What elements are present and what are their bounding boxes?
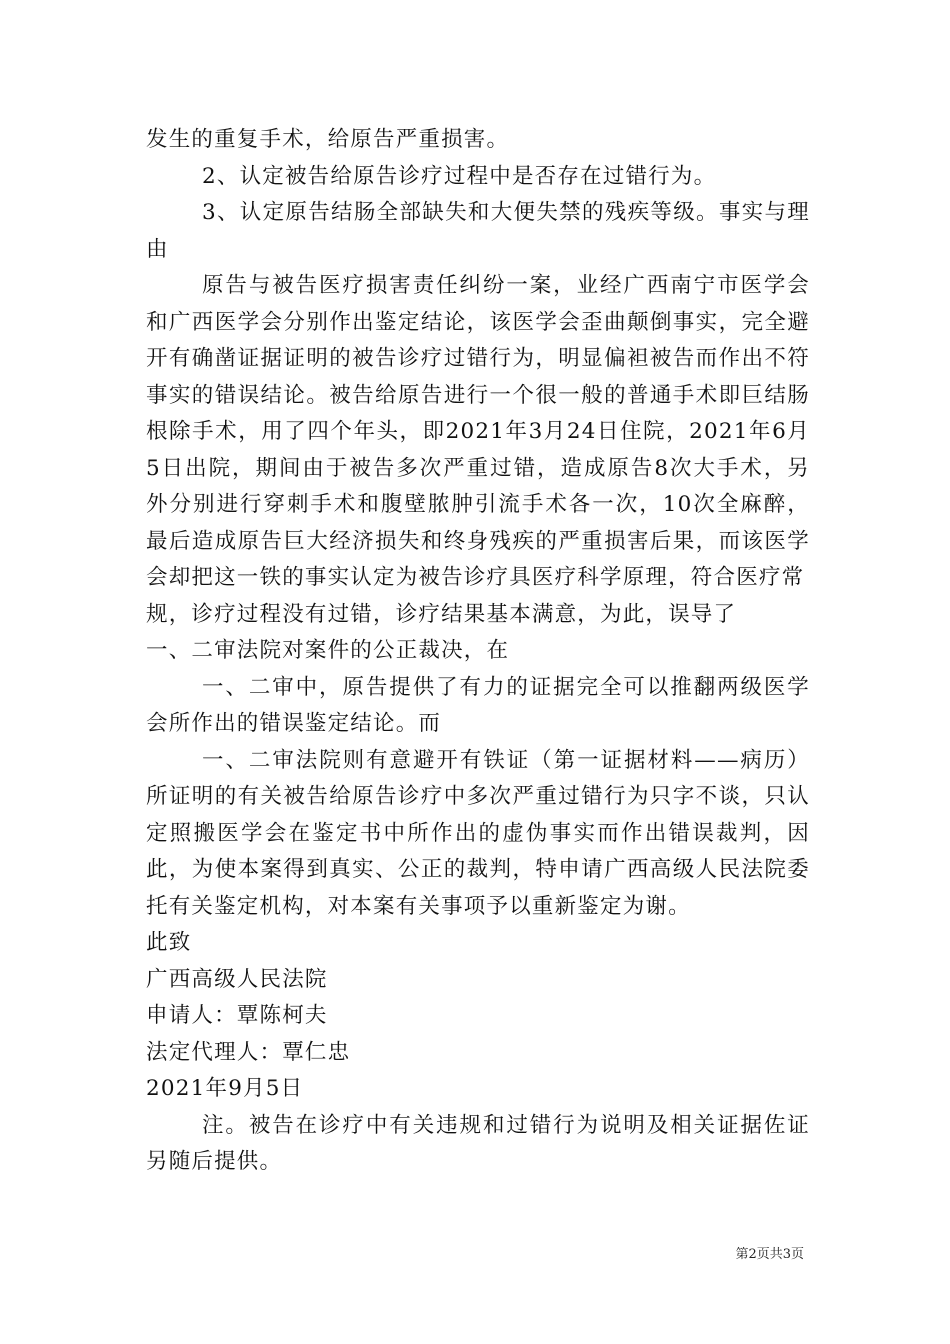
applicant: 申请人：覃陈柯夫 xyxy=(146,1003,328,1028)
paragraph-7: 一、二审中，原告提供了有力的证据完全可以推翻两级医学会所作出的错误鉴定结论。而 xyxy=(146,674,810,736)
recipient: 广西高级人民法院 xyxy=(146,966,328,992)
legal-representative: 法定代理人：覃仁忠 xyxy=(146,1039,351,1065)
page-number: 第2页共3页 xyxy=(735,1247,804,1262)
paragraph-5: 规，诊疗过程没有过错，诊疗结果基本满意，为此，误导了 xyxy=(146,601,737,627)
document-date: 2021年9月5日 xyxy=(146,1076,304,1101)
paragraph-4: 原告与被告医疗损害责任纠纷一案，业经广西南宁市医学会和广西医学会分别作出鉴定结论，该医学会歪曲颠倒事实，完全避开有确凿证据证明的被告诊疗过错行为，明显偏袒被告而作出不符事实的错误结论。被告给原告进行一个很一般的普通手术即巨结肠根除手术，用了四个年头，即2021年3月24日住院，2021年6月5日出院，期间由于被告多次严重过错，造成原告8次大手术，另外分别进行穿刺手术和腹壁脓肿引流手术各一次，10次全麻醉，最后造成原告巨大经济损失和终身残疾的严重损害后果，而该医学会却把这一铁的事实认定为被告诊疗具医疗科学原理，符合医疗常 xyxy=(146,273,810,590)
salutation: 此致 xyxy=(146,930,192,955)
paragraph-8: 一、二审法院则有意避开有铁证（第一证据材料——病历）所证明的有关被告给原告诊疗中多次严重过错行为只字不谈，只认定照搬医学会在鉴定书中所作出的虚伪事实而作出错误裁判，因此，为使本案得到真实、公正的裁判，特申请广西高级人民法院委托有关鉴定机构，对本案有关事项予以重新鉴定为谢。 xyxy=(146,747,810,919)
paragraph-6: 一、二审法院对案件的公正裁决，在 xyxy=(146,638,510,663)
note-paragraph: 注。被告在诊疗中有关违规和过错行为说明及相关证据佐证另随后提供。 xyxy=(146,1112,810,1174)
document-body xyxy=(146,122,810,1181)
paragraph-2: 2、认定被告给原告诊疗过程中是否存在过错行为。 xyxy=(202,163,717,189)
paragraph-3: 3、认定原告结肠全部缺失和大便失禁的残疾等级。事实与理由 xyxy=(146,200,810,262)
paragraph-1: 发生的重复手术，给原告严重损害。 xyxy=(146,127,510,152)
